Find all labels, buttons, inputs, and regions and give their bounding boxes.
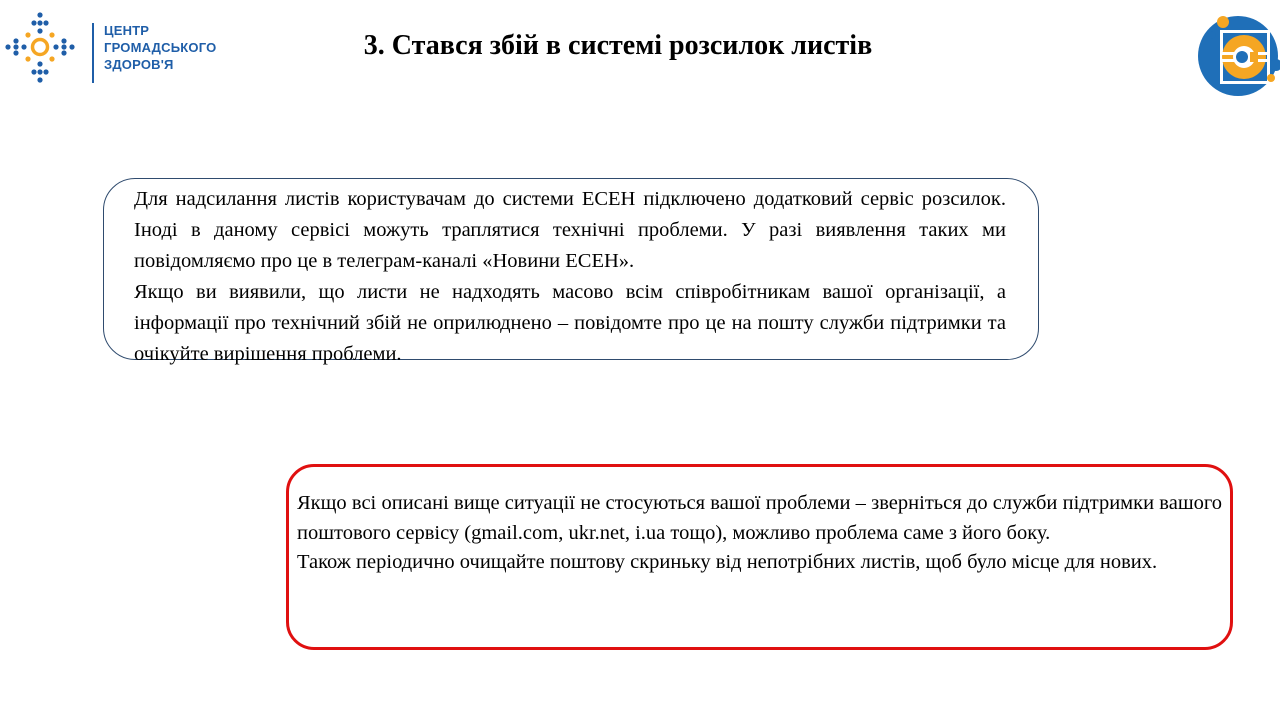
slide-title: 3. Стався збій в системі розсилок листів <box>363 30 873 61</box>
org-name-line: ЦЕНТР <box>104 23 150 38</box>
info-paragraph: Якщо ви виявили, що листи не надходять масово всім співробітникам вашої організації, а інформації про технічний збій не оприлюднено – повідомте про це на пошту служби підтримки та очікуйте вирішення проблеми. <box>134 281 1006 365</box>
warning-paragraph: Також періодично очищайте поштову скриньку від непотрібних листів, щоб було місце для нових. <box>297 551 1158 573</box>
warning-box <box>286 464 1233 650</box>
warning-paragraph: Якщо всі описані вище ситуації не стосуються вашої проблеми – зверніться до служби підтримки вашого поштового сервісу (gmail.com, ukr.net, i.ua тощо), можливо проблема саме з його боку. <box>297 492 1222 544</box>
info-paragraph: Для надсилання листів користувачам до системи ЕСЕН підключено додатковий сервіс розсилок. Іноді в даному сервісі можуть траплятися технічні проблеми. У разі виявлення таких ми повідомляємо про це в телеграм-каналі «Новини ЕСЕН». <box>134 188 1006 272</box>
org-name-line: ГРОМАДСЬКОГО <box>104 40 217 55</box>
info-box <box>103 178 1039 365</box>
org-name-line: ЗДОРОВ'Я <box>104 57 174 72</box>
